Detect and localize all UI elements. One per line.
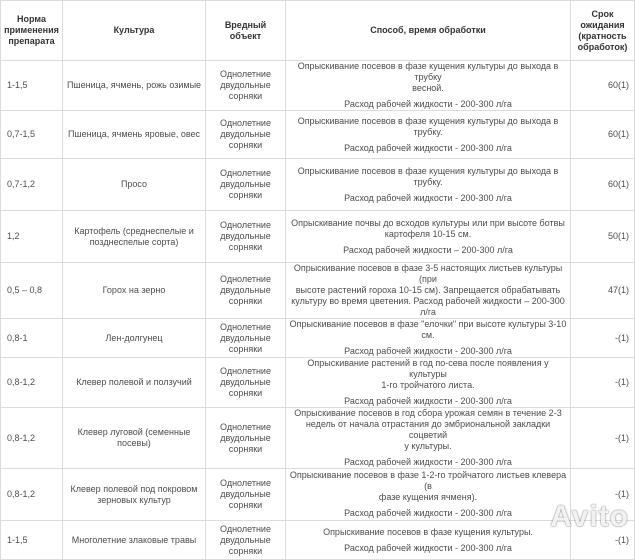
method-line: трубку. bbox=[413, 176, 443, 187]
object-line: Однолетние bbox=[220, 118, 271, 128]
object-line: Однолетние bbox=[220, 168, 271, 178]
method-line: Опрыскивание посевов в фазе 1-2-го тройчатого листьев клевера (в bbox=[289, 470, 567, 491]
object-line: двудольные сорняки bbox=[220, 231, 271, 252]
liquid-rate-line: Расход рабочей жидкости - 200-300 л/га bbox=[344, 457, 512, 467]
crop-cell: Пшеница, ячмень, рожь озимые bbox=[63, 61, 206, 111]
method-line: недель от начала отрастания до эмбриональной закладки соцветий bbox=[305, 419, 551, 440]
period-cell: -(1) bbox=[571, 319, 635, 358]
rate-cell: 0,7-1,5 bbox=[1, 111, 63, 159]
liquid-rate-line: Расход рабочей жидкости - 200-300 л/га bbox=[344, 508, 512, 518]
object-cell bbox=[206, 211, 286, 263]
object-line: двудольные сорняки bbox=[220, 432, 271, 454]
liquid-rate-line: Расход рабочей жидкости - 200-300 л/га bbox=[344, 142, 512, 153]
object-line: двудольные сорняки bbox=[220, 80, 271, 101]
object-cell bbox=[206, 358, 286, 408]
rate-cell: 0,8-1,2 bbox=[1, 469, 63, 521]
period-cell: 50(1) bbox=[571, 211, 635, 263]
crop-cell: Пшеница, ячмень яровые, овес bbox=[63, 111, 206, 159]
object-line: Однолетние bbox=[220, 366, 271, 376]
method-line: картофеля 10-15 см. bbox=[384, 228, 472, 239]
method-line: у культуры. bbox=[404, 441, 452, 451]
rate-cell: 0,8-1 bbox=[1, 319, 63, 358]
crop-cell: Клевер полевой под покровом зерновых культур bbox=[63, 469, 206, 521]
method-cell bbox=[286, 408, 571, 469]
crop-cell: Клевер луговой (семенные посевы) bbox=[63, 408, 206, 469]
period-cell: -(1) bbox=[571, 469, 635, 521]
object-line: Однолетние bbox=[220, 478, 271, 488]
liquid-rate-line: Расход рабочей жидкости - 200-300 л/га bbox=[344, 192, 512, 203]
object-line: двудольные сорняки bbox=[220, 534, 271, 556]
object-line: двудольные сорняки bbox=[220, 377, 271, 398]
period-cell: -(1) bbox=[571, 408, 635, 469]
method-line: трубку. bbox=[413, 126, 443, 137]
method-line: Опрыскивание посевов в фазе кущения культуры до выхода в bbox=[297, 115, 559, 126]
table-row bbox=[1, 61, 635, 111]
crop-cell: Клевер полевой и ползучий bbox=[63, 358, 206, 408]
object-line: Однолетние bbox=[220, 274, 271, 284]
table-row bbox=[1, 263, 635, 319]
object-line: Однолетние bbox=[220, 523, 271, 534]
method-line: Опрыскивание посевов в фазе кущения культуры до выхода в трубку bbox=[297, 61, 559, 82]
object-cell bbox=[206, 521, 286, 560]
method-line: фазе кущения ячменя). bbox=[378, 492, 478, 502]
table-row bbox=[1, 111, 635, 159]
period-cell: 47(1) bbox=[571, 263, 635, 319]
crop-cell: Просо bbox=[63, 159, 206, 211]
table-row bbox=[1, 408, 635, 469]
table-row bbox=[1, 521, 635, 560]
object-line: двудольные сорняки bbox=[220, 285, 271, 306]
period-cell: 60(1) bbox=[571, 61, 635, 111]
header-row bbox=[1, 1, 635, 61]
object-line: Однолетние bbox=[220, 220, 271, 230]
object-cell bbox=[206, 61, 286, 111]
object-cell bbox=[206, 408, 286, 469]
method-line: Опрыскивание посевов в фазе кущения культуры. bbox=[323, 526, 533, 537]
table-row bbox=[1, 211, 635, 263]
header-object: Вредный объект bbox=[206, 1, 286, 61]
object-cell bbox=[206, 111, 286, 159]
header-period: Срок ожидания (кратность обработок) bbox=[571, 1, 635, 61]
object-line: Однолетние bbox=[220, 69, 271, 79]
method-cell bbox=[286, 521, 571, 560]
object-cell bbox=[206, 159, 286, 211]
object-line: двудольные сорняки bbox=[220, 489, 271, 510]
method-cell bbox=[286, 319, 571, 358]
header-rate: Норма применения препарата bbox=[1, 1, 63, 61]
object-line: двудольные сорняки bbox=[220, 179, 271, 200]
rate-cell: 0,8-1,2 bbox=[1, 358, 63, 408]
object-line: двудольные сорняки bbox=[220, 129, 271, 150]
table-body bbox=[1, 61, 635, 560]
method-line: Опрыскивание посевов в фазе "елочки" при высоте культуры 3-10 см. bbox=[289, 319, 567, 340]
table-row bbox=[1, 159, 635, 211]
rate-cell: 1-1,5 bbox=[1, 521, 63, 560]
crop-cell: Многолетние злаковые травы bbox=[63, 521, 206, 560]
header-crop: Культура bbox=[63, 1, 206, 61]
object-cell bbox=[206, 469, 286, 521]
object-line: Однолетние bbox=[220, 421, 271, 432]
table-row bbox=[1, 319, 635, 358]
method-line: Опрыскивание почвы до всходов культуры или при высоте ботвы bbox=[291, 217, 565, 228]
object-line: Однолетние bbox=[220, 321, 271, 332]
method-cell bbox=[286, 358, 571, 408]
method-line: весной. bbox=[412, 83, 444, 93]
rate-cell: 0,8-1,2 bbox=[1, 408, 63, 469]
rate-cell: 0,5 – 0,8 bbox=[1, 263, 63, 319]
liquid-rate-line: Расход рабочей жидкости - 200-300 л/га bbox=[344, 396, 512, 406]
rate-cell: 1,2 bbox=[1, 211, 63, 263]
liquid-rate-line: Расход рабочей жидкости - 200-300 л/га bbox=[344, 346, 512, 356]
liquid-rate-line: Расход рабочей жидкости - 200-300 л/га bbox=[344, 99, 512, 109]
period-cell: -(1) bbox=[571, 521, 635, 560]
object-cell bbox=[206, 319, 286, 358]
method-line: Опрыскивание посевов в фазе 3-5 настоящих листьев культуры (при bbox=[293, 263, 563, 284]
crop-cell: Лен-долгунец bbox=[63, 319, 206, 358]
object-line: двудольные сорняки bbox=[220, 332, 271, 354]
method-cell bbox=[286, 159, 571, 211]
period-cell: 60(1) bbox=[571, 159, 635, 211]
table-row bbox=[1, 469, 635, 521]
liquid-rate-line: Расход рабочей жидкости - 200-300 л/га bbox=[344, 542, 512, 553]
table-row bbox=[1, 358, 635, 408]
method-line: Опрыскивание посевов в фазе кущения культуры до выхода в bbox=[297, 165, 559, 176]
crop-cell: Картофель (среднеспелые и позднеспелые сорта) bbox=[63, 211, 206, 263]
rate-cell: 1-1,5 bbox=[1, 61, 63, 111]
header-method: Способ, время обработки bbox=[286, 1, 571, 61]
object-cell bbox=[206, 263, 286, 319]
method-line: Опрыскивание растений в год по-сева после появления у культуры bbox=[307, 358, 549, 379]
crop-cell: Горох на зерно bbox=[63, 263, 206, 319]
method-cell bbox=[286, 263, 571, 319]
method-line: высоте растений гороха 10-15 см). Запрещается обрабатывать bbox=[295, 285, 561, 295]
watermark-logo: Avito bbox=[550, 500, 629, 533]
period-cell: -(1) bbox=[571, 358, 635, 408]
method-line: Опрыскивание посевов в год сбора урожая семян в течение 2-3 bbox=[294, 408, 562, 418]
method-line: культуру во время цветения. Расход рабочей жидкости – 200-300 л/га bbox=[291, 296, 565, 317]
method-cell bbox=[286, 61, 571, 111]
method-cell bbox=[286, 111, 571, 159]
method-cell bbox=[286, 211, 571, 263]
method-line: 1-го тройчатого листа. bbox=[381, 380, 475, 390]
liquid-rate-line: Расход рабочей жидкости – 200-300 л/га bbox=[343, 244, 513, 255]
method-cell bbox=[286, 469, 571, 521]
rate-cell: 0,7-1,2 bbox=[1, 159, 63, 211]
period-cell: 60(1) bbox=[571, 111, 635, 159]
